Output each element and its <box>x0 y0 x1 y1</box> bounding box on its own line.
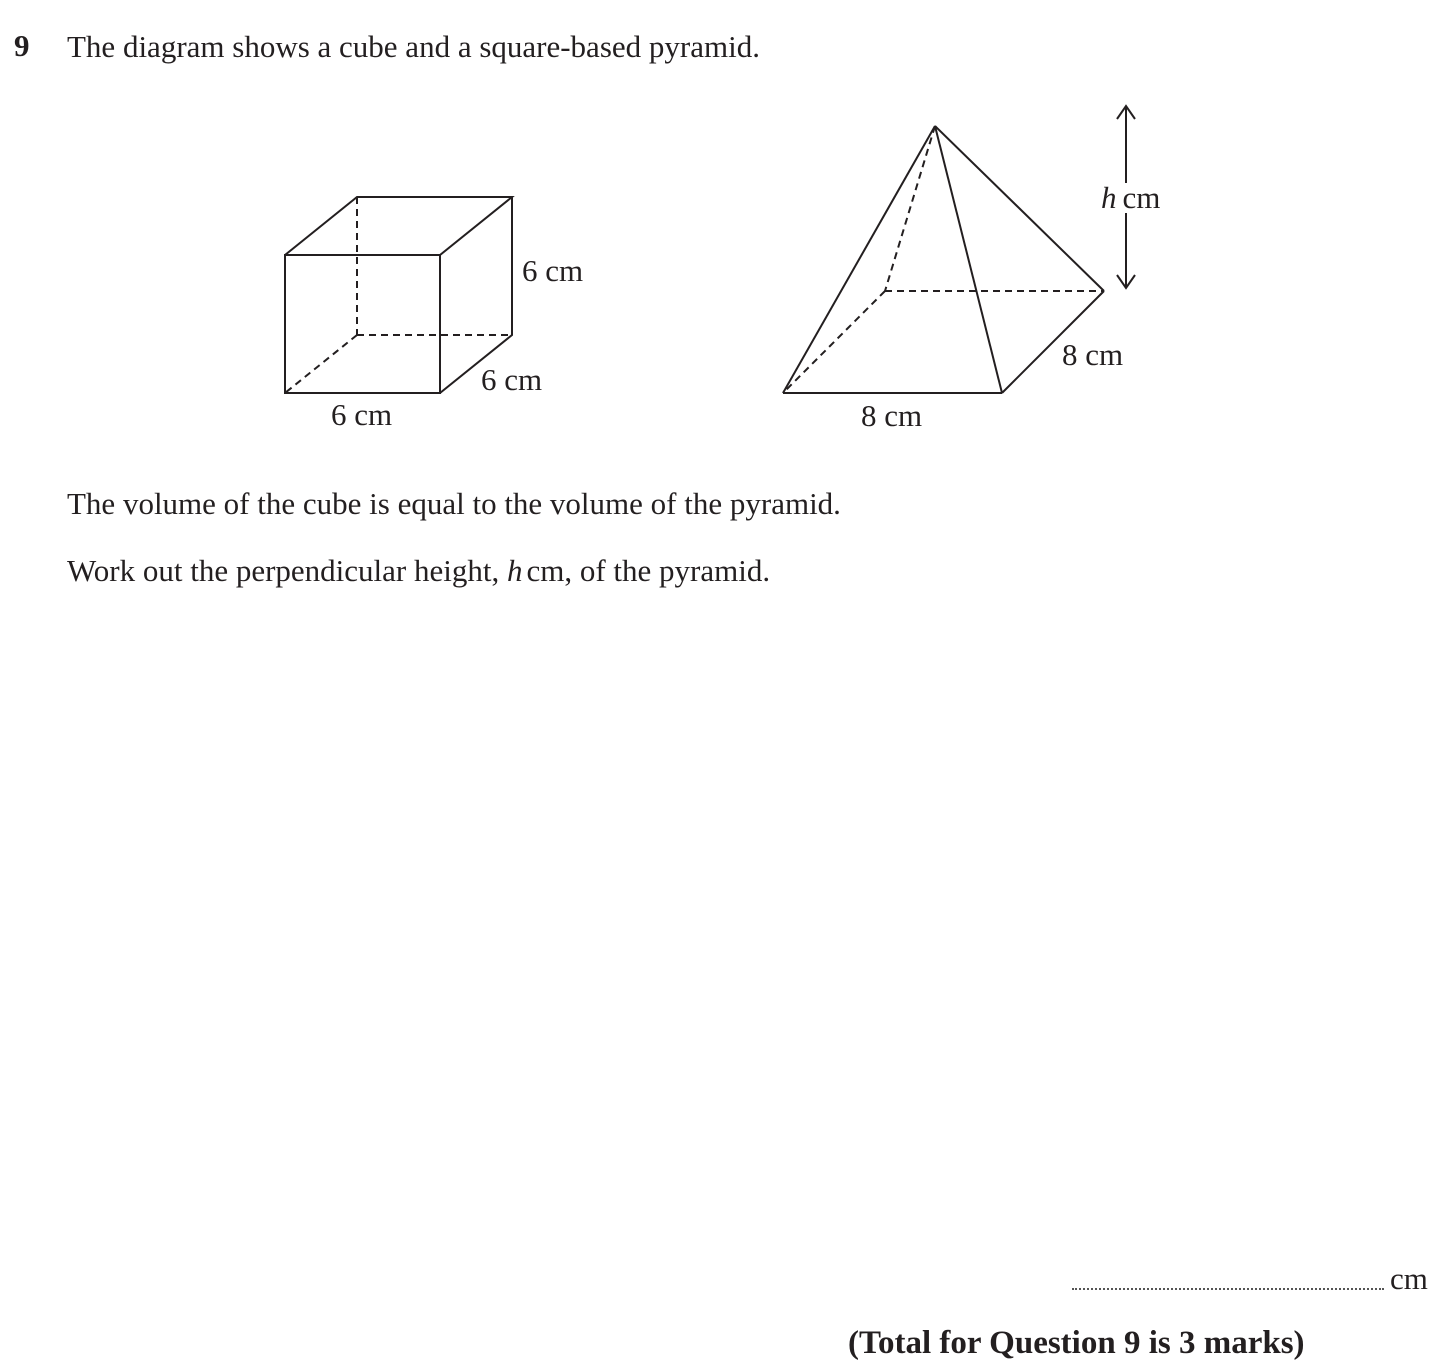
pyramid-depth-label: 8 cm <box>1062 337 1124 372</box>
question-statement: The volume of the cube is equal to the volume of the pyramid. <box>67 486 841 521</box>
answer-line[interactable] <box>1072 1288 1384 1290</box>
cube-width-label: 6 cm <box>331 397 393 432</box>
question-intro: The diagram shows a cube and a square-based pyramid. <box>67 29 760 64</box>
cube-height-label: 6 cm <box>522 253 584 288</box>
pyramid-hidden-edges <box>783 126 1104 393</box>
total-marks: (Total for Question 9 is 3 marks) <box>848 1325 1305 1361</box>
question-number: 9 <box>14 28 30 63</box>
answer-unit: cm <box>1390 1261 1428 1296</box>
question-instruction <box>67 555 770 586</box>
pyramid-width-label: 8 cm <box>861 398 923 433</box>
cube-figure <box>285 197 512 393</box>
cube-depth-label: 6 cm <box>481 362 543 397</box>
pyramid-figure <box>783 126 1104 393</box>
pyramid-height-unit: cm <box>1122 180 1161 215</box>
instruction-after: cm, of the pyramid. <box>526 553 771 588</box>
instruction-before: Work out the perpendicular height, <box>67 553 507 588</box>
instruction-var: h <box>506 553 523 588</box>
pyramid-height-label <box>1101 180 1160 215</box>
cube-front-face <box>285 255 440 393</box>
pyramid-height-var: h <box>1101 180 1117 215</box>
cube-top-face <box>285 197 512 255</box>
diagram <box>0 0 1446 460</box>
